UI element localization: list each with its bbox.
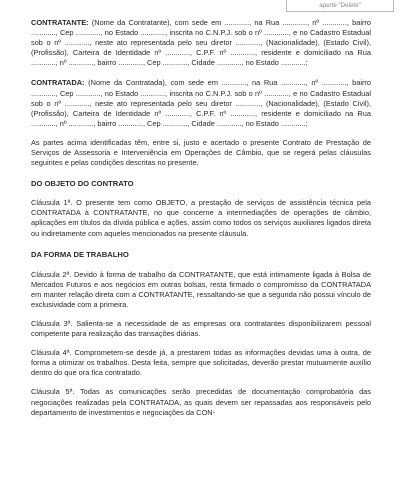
clause-4: Cláusula 4ª. Comprometem-se desde já, a prestarem todas as informações devidas uma à outra, de forma a otimizar os trabalhos. Desta feita, sempre que solicitadas, deverão prestar mutuamente auxílio dentro do que ora fica contratado.	[31, 348, 371, 378]
clause-2: Cláusula 2ª. Devido à forma de trabalho da CONTRATANTE, que está intimamente ligada à Bolsa de Mercados Futuros e aos negócios em outras bolsas, resta firmado o compromisso da CONTRATADA em manter relação direta com a CONTRATANTE, ressaltando-se que a segunda não possui vínculo de exclusividade com a primeira.	[31, 269, 371, 309]
delete-hint-box: aperte "Delete"	[286, 0, 394, 12]
contratante-label: CONTRATANTE:	[31, 18, 89, 27]
intro-paragraph: As partes acima identificadas têm, entre si, justo e acertado o presente Contrato de Prestação de Serviços de Assessoria e Interveniência em Operações de Câmbio, que se regerá pelas cláusulas seguintes e pelas condições descritas no presente.	[31, 137, 371, 168]
contract-document	[31, 18, 371, 418]
section-title-forma-trabalho: DA FORMA DE TRABALHO	[31, 249, 129, 259]
contratada-label: CONTRATADA:	[31, 78, 85, 88]
contratada-paragraph	[31, 78, 371, 128]
section-title-objeto: DO OBJETO DO CONTRATO	[31, 179, 134, 189]
contratante-details: (Nome da Contratante), com sede em ............, na Rua ............, nº ............, bairro ............, Cep ............, no Estado ............, inscrita no C.N.P.J. sob o nº ............, e no Cadastro Estadual sob o nº ............, neste ato representada pelo seu diretor ............, (Nacionalidade), (Estado Civil), (Profissão), Carteira de Identidade nº ............, C.P.F. nº ............, residente e domiciliado na Rua ............, nº ............, bairro ............, Cep ............, Cidade ............, no Estado ............;	[31, 18, 371, 68]
clause-1: Cláusula 1ª. O presente tem como OBJETO, a prestação de serviços de assistência técnica pela CONTRATADA à CONTRATANTE, no que concerne a intermediações de operações de câmbio, aplicações em títulos da dívida pública e ações, assim como todos os serviços auxiliares ligados direta ou indiretamente com aqueles mencionados na presente cláusula.	[31, 198, 371, 238]
clause-3: Cláusula 3ª. Salienta-se a necessidade de as empresas ora contratantes disponibilizarem pessoal competente para realização das transações diárias.	[31, 318, 371, 339]
contratante-paragraph	[31, 18, 371, 68]
contratada-details: (Nome da Contratada), com sede em ............, na Rua ............, nº ............, bairro ............, Cep ............, no Estado ............, inscrita no C.N.P.J. sob o nº ............, e no Cadastro Estadual sob o nº ............, neste ato representada pelo seu diretor ............, (Nacionalidade), (Estado Civil), (Profissão), Carteira de Identidade nº ............, C.P.F. nº ............, residente e domiciliado na Rua ............, nº ............, bairro ............, Cep ............, Cidade ............, no Estado ............;	[31, 78, 371, 128]
clause-5: Cláusula 5ª. Todas as comunicações serão precedidas de documentação comprobatória das negociações realizadas pela CONTRATADA, as quais devem ser repassadas aos responsáveis pelo departamento de investimentos e negociações da CON-	[31, 387, 371, 417]
